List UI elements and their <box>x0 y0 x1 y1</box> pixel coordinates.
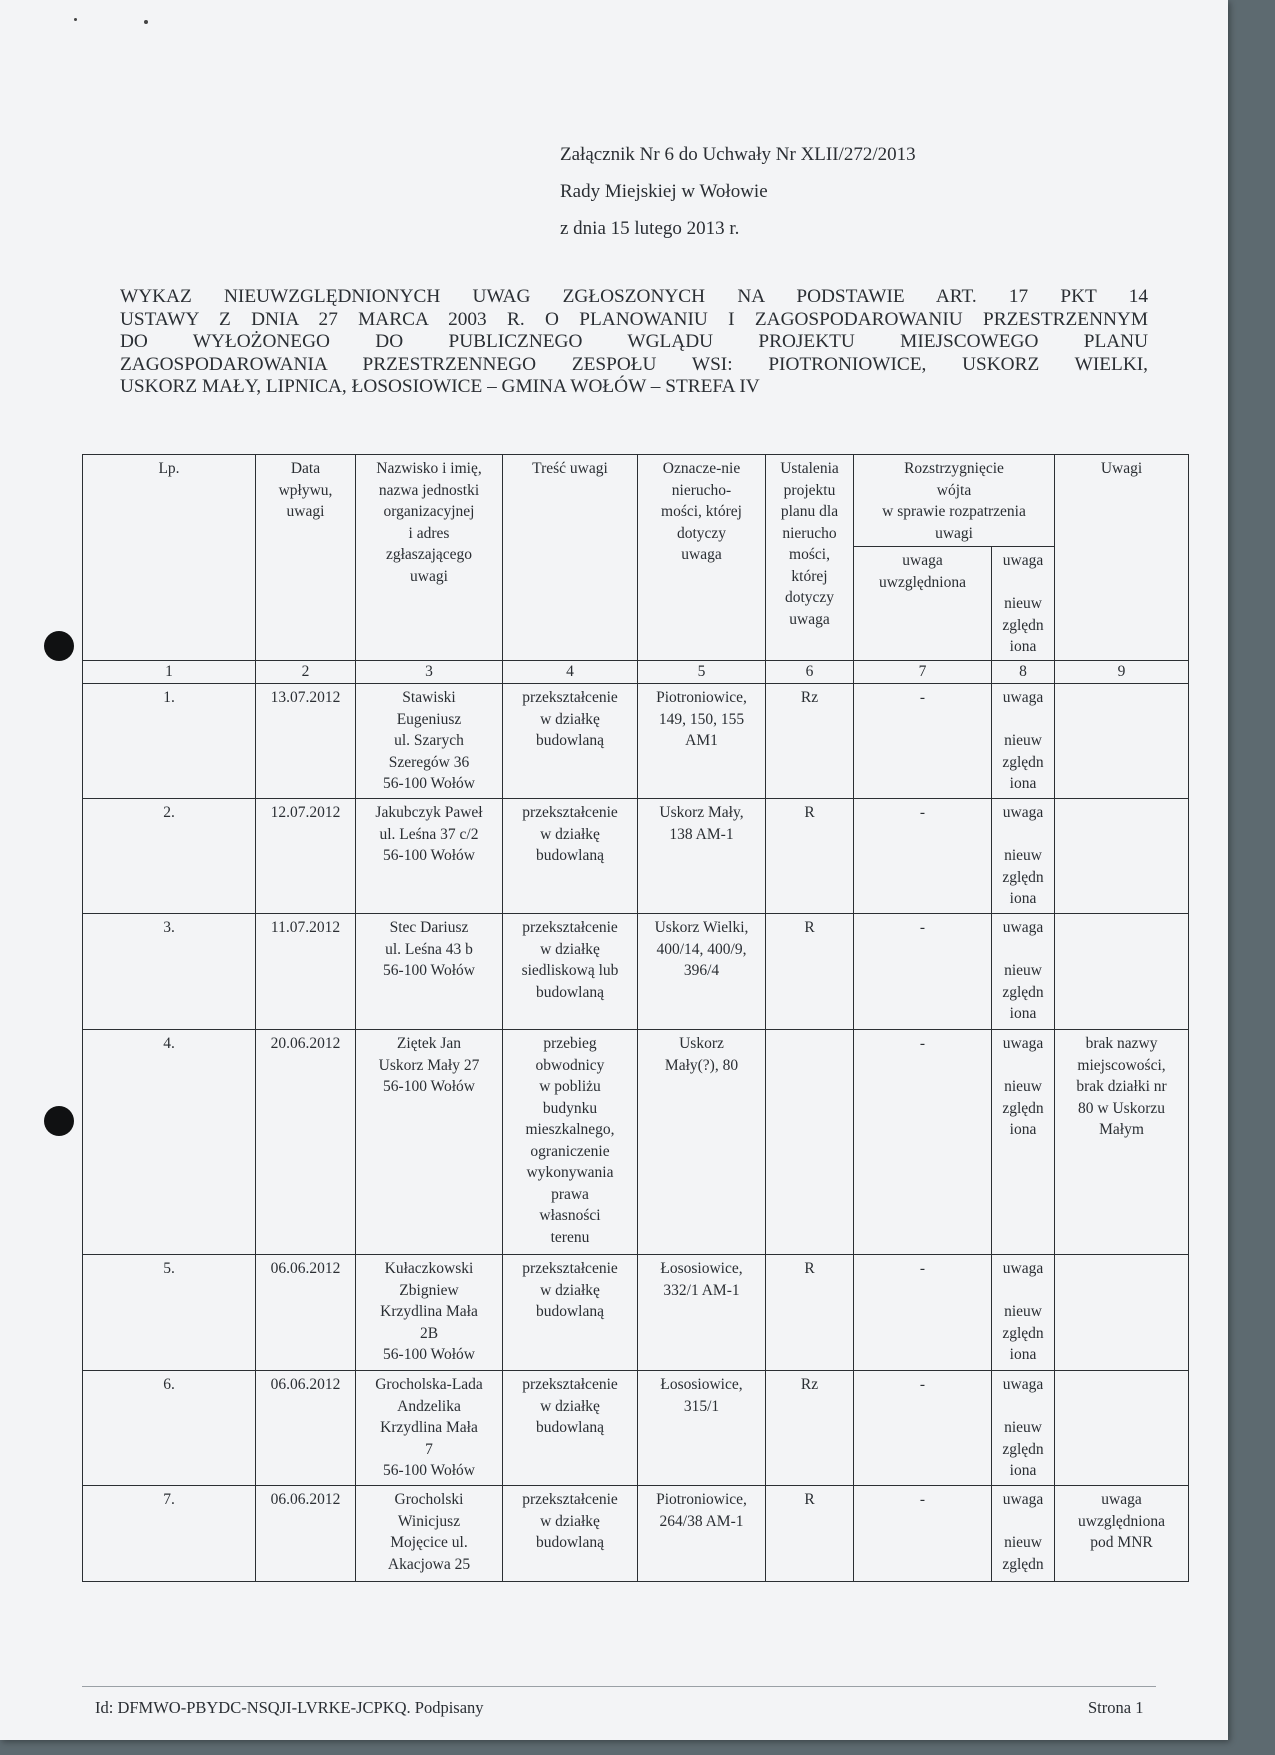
column-number: 4 <box>503 661 638 684</box>
cell-nazwisko: Grocholska-Lada Andzelika Krzydlina Mała 7 56-100 Wołów <box>356 1371 503 1486</box>
cell-nazwisko: Jakubczyk Paweł ul. Leśna 37 c/2 56-100 Wołów <box>356 799 503 914</box>
punch-hole <box>44 631 74 661</box>
column-number: 9 <box>1055 661 1189 684</box>
cell-nazwisko: Stec Dariusz ul. Leśna 43 b 56-100 Wołów <box>356 914 503 1030</box>
page-number: Strona 1 <box>1088 1698 1144 1717</box>
punch-hole <box>44 1106 74 1136</box>
scan-speck <box>144 20 148 24</box>
cell-oznaczenie: Uskorz Mały, 138 AM-1 <box>638 799 766 914</box>
cell-nazwisko: Grocholski Winicjusz Mojęcice ul. Akacjowa 25 <box>356 1486 503 1582</box>
cell-uwagi: uwaga uwzględniona pod MNR <box>1055 1486 1189 1582</box>
title-line: USTAWY Z DNIA 27 MARCA 2003 R. O PLANOWANIU I ZAGOSPODAROWANIU PRZESTRZENNYM <box>120 308 1148 330</box>
table-row <box>83 684 1189 799</box>
table-row <box>83 1486 1189 1582</box>
cell-uwagi <box>1055 684 1189 799</box>
title-line: USKORZ MAŁY, LIPNICA, ŁOSOSIOWICE – GMINA WOŁÓW – STREFA IV <box>120 376 760 397</box>
cell-oznaczenie: Łososiowice, 315/1 <box>638 1371 766 1486</box>
cell-data: 20.06.2012 <box>256 1030 356 1255</box>
document-id: Id: DFMWO-PBYDC-NSQJI-LVRKE-JCPKQ. Podpisany <box>95 1698 484 1717</box>
header-ustalenia: Ustalenia projektu planu dla nierucho mości, której dotyczy uwaga <box>766 455 854 661</box>
table-row <box>83 799 1189 914</box>
cell-tresc: przekształcenie w działkę budowlaną <box>503 684 638 799</box>
cell-lp: 4. <box>83 1030 256 1255</box>
column-number: 3 <box>356 661 503 684</box>
column-number: 5 <box>638 661 766 684</box>
cell-tresc: przekształcenie w działkę budowlaną <box>503 1255 638 1371</box>
document-title <box>120 286 1148 399</box>
scan-speck <box>74 18 77 21</box>
title-line: WYKAZ NIEUWZGLĘDNIONYCH UWAG ZGŁOSZONYCH NA PODSTAWIE ART. 17 PKT 14 <box>120 286 1148 307</box>
header-tresc: Treść uwagi <box>503 455 638 661</box>
cell-data: 06.06.2012 <box>256 1486 356 1582</box>
title-line: ZAGOSPODAROWANIA PRZESTRZENNEGO ZESPOŁU WSI: PIOTRONIOWICE, USKORZ WIELKI, <box>120 353 1148 375</box>
cell-uwagi <box>1055 799 1189 914</box>
column-number: 7 <box>854 661 992 684</box>
cell-nieuwzgledniona: uwaga nieuw zględn <box>992 1486 1055 1582</box>
cell-uwzgledniona: - <box>854 1371 992 1486</box>
cell-uwagi: brak nazwy miejscowości, brak działki nr 80 w Uskorzu Małym <box>1055 1030 1189 1255</box>
cell-uwzgledniona: - <box>854 684 992 799</box>
cell-oznaczenie: Łososiowice, 332/1 AM-1 <box>638 1255 766 1371</box>
cell-ustalenia: Rz <box>766 684 854 799</box>
cell-uwagi <box>1055 1255 1189 1371</box>
cell-data: 12.07.2012 <box>256 799 356 914</box>
attachment-header <box>560 136 916 247</box>
cell-uwzgledniona: - <box>854 914 992 1030</box>
cell-nieuwzgledniona: uwaga nieuw zględn iona <box>992 1255 1055 1371</box>
header-nieuwzgledniona: uwaga nieuw zględn iona <box>992 547 1055 661</box>
cell-ustalenia: Rz <box>766 1371 854 1486</box>
cell-nieuwzgledniona: uwaga nieuw zględn iona <box>992 914 1055 1030</box>
cell-nieuwzgledniona: uwaga nieuw zględn iona <box>992 799 1055 914</box>
cell-data: 06.06.2012 <box>256 1371 356 1486</box>
cell-lp: 2. <box>83 799 256 914</box>
cell-tresc: przekształcenie w działkę budowlaną <box>503 1486 638 1582</box>
column-number: 8 <box>992 661 1055 684</box>
cell-uwzgledniona: - <box>854 799 992 914</box>
header-uwzgledniona: uwaga uwzględniona <box>854 547 992 661</box>
cell-uwzgledniona: - <box>854 1486 992 1582</box>
attachment-line-2: Rady Miejskiej w Wołowie <box>560 181 768 202</box>
column-number: 6 <box>766 661 854 684</box>
cell-lp: 6. <box>83 1371 256 1486</box>
table-row <box>83 1030 1189 1255</box>
cell-ustalenia: R <box>766 1255 854 1371</box>
header-lp: Lp. <box>83 455 256 661</box>
cell-nazwisko: Ziętek Jan Uskorz Mały 27 56-100 Wołów <box>356 1030 503 1255</box>
cell-ustalenia <box>766 1030 854 1255</box>
header-row <box>83 455 1189 547</box>
footer-divider <box>82 1686 1156 1687</box>
cell-tresc: przekształcenie w działkę siedliskową lub budowlaną <box>503 914 638 1030</box>
cell-lp: 7. <box>83 1486 256 1582</box>
cell-uwagi <box>1055 914 1189 1030</box>
cell-nieuwzgledniona: uwaga nieuw zględn iona <box>992 1030 1055 1255</box>
remarks-table <box>82 454 1189 1582</box>
cell-uwagi <box>1055 1371 1189 1486</box>
cell-data: 11.07.2012 <box>256 914 356 1030</box>
column-number: 1 <box>83 661 256 684</box>
cell-oznaczenie: Piotroniowice, 149, 150, 155 AM1 <box>638 684 766 799</box>
table-row <box>83 1371 1189 1486</box>
cell-nieuwzgledniona: uwaga nieuw zględn iona <box>992 684 1055 799</box>
cell-nieuwzgledniona: uwaga nieuw zględn iona <box>992 1371 1055 1486</box>
header-oznaczenie: Oznacze-nie nierucho- mości, której dotyczy uwaga <box>638 455 766 661</box>
cell-uwzgledniona: - <box>854 1030 992 1255</box>
table-row <box>83 1255 1189 1371</box>
cell-lp: 1. <box>83 684 256 799</box>
column-number-row <box>83 661 1189 684</box>
cell-tresc: przekształcenie w działkę budowlaną <box>503 1371 638 1486</box>
table-row <box>83 914 1189 1030</box>
cell-lp: 3. <box>83 914 256 1030</box>
attachment-line-3: z dnia 15 lutego 2013 r. <box>560 218 740 239</box>
header-nazwisko: Nazwisko i imię, nazwa jednostki organizacyjnej i adres zgłaszającego uwagi <box>356 455 503 661</box>
column-number: 2 <box>256 661 356 684</box>
cell-oznaczenie: Uskorz Mały(?), 80 <box>638 1030 766 1255</box>
cell-nazwisko: Stawiski Eugeniusz ul. Szarych Szeregów 36 56-100 Wołów <box>356 684 503 799</box>
cell-ustalenia: R <box>766 799 854 914</box>
header-data: Data wpływu, uwagi <box>256 455 356 661</box>
header-rozstrzygniecie: Rozstrzygnięcie wójta w sprawie rozpatrzenia uwagi <box>854 455 1055 547</box>
header-uwagi: Uwagi <box>1055 455 1189 661</box>
cell-data: 06.06.2012 <box>256 1255 356 1371</box>
attachment-line-1: Załącznik Nr 6 do Uchwały Nr XLII/272/2013 <box>560 144 916 165</box>
cell-data: 13.07.2012 <box>256 684 356 799</box>
cell-tresc: przebieg obwodnicy w pobliżu budynku mieszkalnego, ograniczenie wykonywania prawa własności terenu <box>503 1030 638 1255</box>
cell-uwzgledniona: - <box>854 1255 992 1371</box>
cell-oznaczenie: Piotroniowice, 264/38 AM-1 <box>638 1486 766 1582</box>
cell-ustalenia: R <box>766 1486 854 1582</box>
cell-ustalenia: R <box>766 914 854 1030</box>
cell-tresc: przekształcenie w działkę budowlaną <box>503 799 638 914</box>
cell-oznaczenie: Uskorz Wielki, 400/14, 400/9, 396/4 <box>638 914 766 1030</box>
cell-nazwisko: Kułaczkowski Zbigniew Krzydlina Mała 2B 56-100 Wołów <box>356 1255 503 1371</box>
title-line: DO WYŁOŻONEGO DO PUBLICZNEGO WGLĄDU PROJEKTU MIEJSCOWEGO PLANU <box>120 331 1148 352</box>
cell-lp: 5. <box>83 1255 256 1371</box>
